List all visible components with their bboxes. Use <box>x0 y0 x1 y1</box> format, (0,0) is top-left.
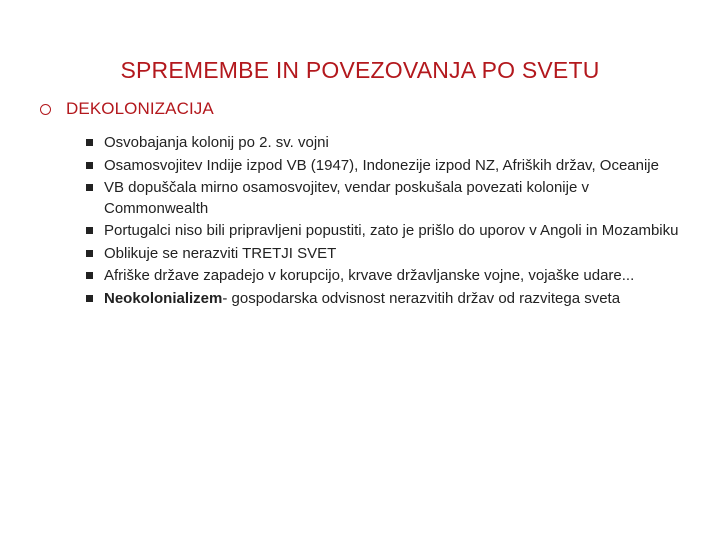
list-item-bold-term: Neokolonializem <box>104 289 223 307</box>
square-bullet-icon <box>86 227 93 234</box>
list-item <box>86 178 686 219</box>
list-item <box>86 133 686 154</box>
list-item-text: Osvobajanja kolonij po 2. sv. vojni <box>104 134 329 151</box>
list-item <box>86 244 686 265</box>
list-item-text: Portugalci niso bili pripravljeni popustiti, zato je prišlo do uporov v Angoli in Mozambiku <box>104 222 679 239</box>
list-item-text: - gospodarska odvisnost nerazvitih držav od razvitega sveta <box>222 289 621 307</box>
square-bullet-icon <box>86 295 93 302</box>
square-bullet-icon <box>86 162 93 169</box>
square-bullet-icon <box>86 139 93 146</box>
list-item-text: VB dopuščala mirno osamosvojitev, vendar poskušala povezati kolonije v Commonwealth <box>104 179 589 217</box>
list-item <box>86 221 686 242</box>
section-dekolonizacija <box>38 97 698 307</box>
square-bullet-icon <box>86 272 93 279</box>
list-item-text: Osamosvojitev Indije izpod VB (1947), Indonezije izpod NZ, Afriških držav, Oceanije <box>104 156 659 174</box>
list-item-text: Oblikuje se nerazviti TRETJI SVET <box>104 244 337 262</box>
section-label: DEKOLONIZACIJA <box>66 99 214 118</box>
slide-title: SPREMEMBE IN POVEZOVANJA PO SVETU <box>120 57 600 83</box>
circle-bullet-icon <box>40 104 51 115</box>
section-heading <box>38 97 698 121</box>
square-bullet-icon <box>86 184 93 191</box>
list-item <box>86 266 686 287</box>
square-bullet-icon <box>86 250 93 257</box>
list-item <box>86 156 686 177</box>
list-item <box>86 289 686 310</box>
list-item-text: Afriške države zapadejo v korupcijo, krvave državljanske vojne, vojaške udare... <box>104 267 635 284</box>
bullet-list <box>86 133 686 311</box>
